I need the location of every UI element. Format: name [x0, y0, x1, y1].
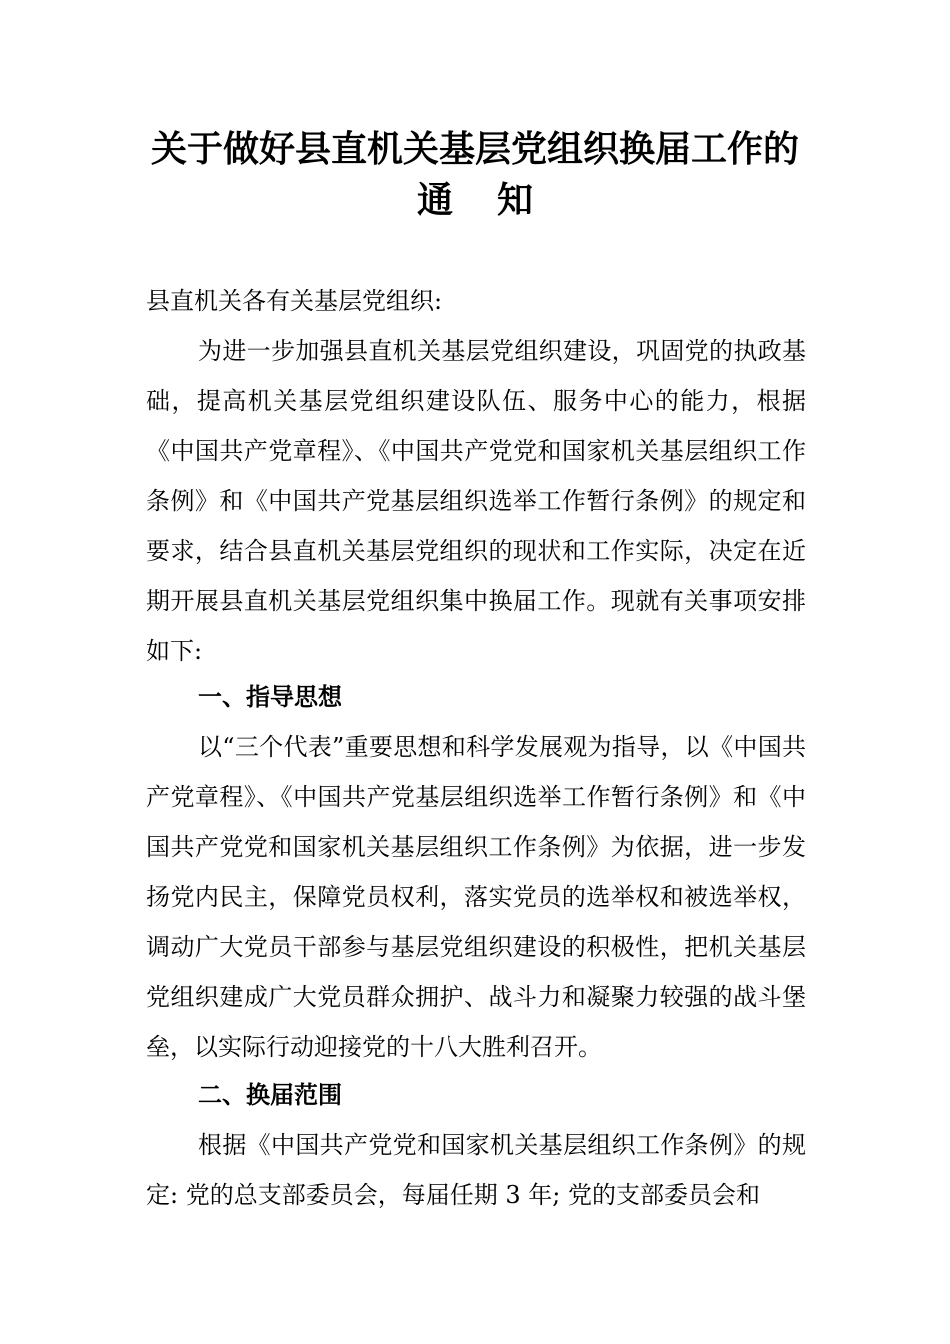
section-heading-scope: 二、换届范围: [198, 1081, 342, 1109]
intro-paragraph: 为进一步加强县直机关基层党组织建设，巩固党的执政基础，提高机关基层党组织建设队伍、服务中心的能力，根据《中国共产党章程》、《中国共产党党和国家机关基层组织工作条例》和《中国共产党基层组织选举工作暂行条例》的规定和要求，结合县直机关基层党组织的现状和工作实际，决定在近期开展县直机关基层党组织集中换届工作。现就有关事项安排如下:: [146, 337, 806, 665]
guiding-thought-paragraph: 以“三个代表”重要思想和科学发展观为指导，以《中国共产党章程》、《中国共产党基层组织选举工作暂行条例》和《中国共产党党和国家机关基层组织工作条例》为依据，进一步发扬党内民主，保障党员权利，落实党员的选举权和被选举权，调动广大党员干部参与基层党组织建设的积极性，把机关基层党组织建成广大党员群众拥护、战斗力和凝聚力较强的战斗堡垒，以实际行动迎接党的十八大胜利召开。: [146, 733, 806, 1061]
scope-paragraph: 根据《中国共产党党和国家机关基层组织工作条例》的规定: 党的总支部委员会，每届任期 3 年; 党的支部委员会和: [146, 1131, 806, 1209]
section-heading-guiding-thought: 一、指导思想: [198, 683, 342, 711]
salutation: 县直机关各有关基层党组织:: [146, 287, 443, 315]
document-title-line-1: 关于做好县直机关基层党组织换届工作的: [150, 129, 799, 170]
document-title-line-2: 通知: [416, 180, 577, 221]
